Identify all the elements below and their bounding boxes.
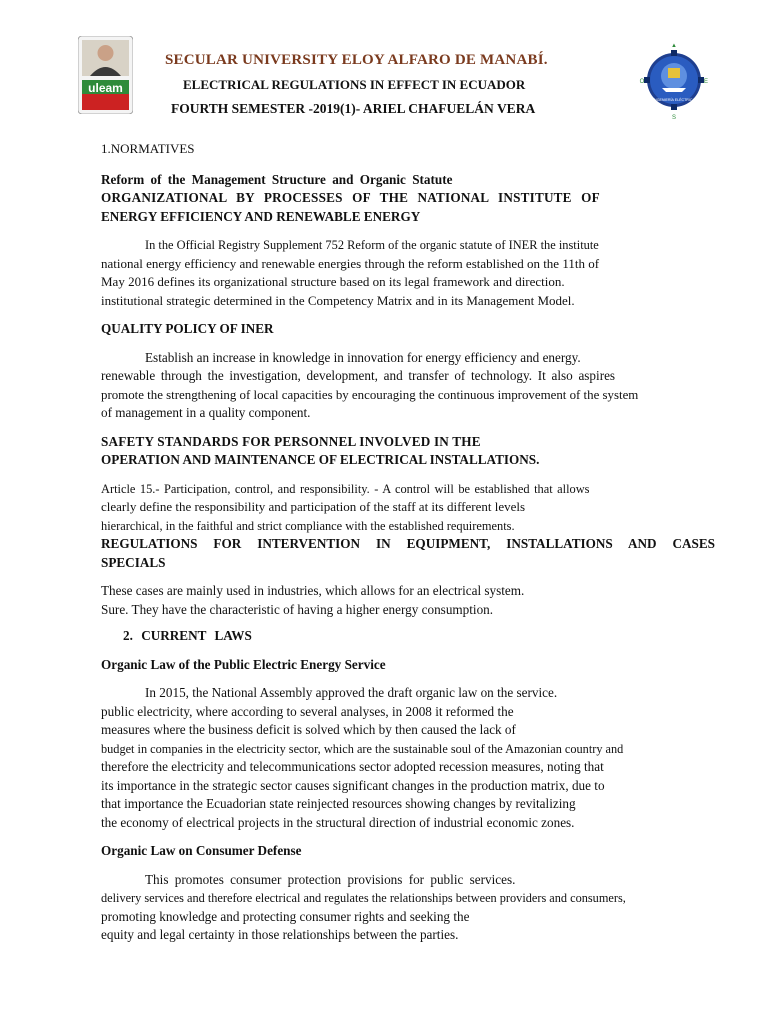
course-title: ELECTRICAL REGULATIONS IN EFFECT IN ECUADOR — [183, 77, 526, 92]
reform-title-line: ENERGY EFFICIENCY AND RENEWABLE ENERGY — [101, 208, 421, 224]
svg-text:E: E — [703, 79, 709, 85]
paragraph-line: budget in companies in the electricity sector, which are the sustainable soul of the Amazonian country and — [101, 741, 624, 756]
law2-paragraph — [101, 871, 715, 945]
faculty-logo — [638, 40, 710, 120]
reform-title — [101, 171, 715, 227]
reform-paragraph — [101, 236, 715, 310]
paragraph-line: In 2015, the National Assembly approved the draft organic law on the service. — [145, 685, 558, 700]
law1-title: Organic Law of the Public Electric Energy Service — [101, 656, 386, 672]
university-logo — [78, 36, 133, 114]
quality-policy-title: QUALITY POLICY OF INER — [101, 321, 274, 336]
paragraph-line: its importance in the strategic sector causes significant changes in the production matrix, due to — [101, 777, 605, 793]
document-header — [0, 0, 768, 130]
section-heading-normatives: 1.NORMATIVES — [101, 141, 195, 156]
paragraph-line: promote the strengthening of local capacities by encouraging the continuous improvement of the system — [101, 387, 639, 402]
paragraph-line: This promotes consumer protection provisions for public services. — [145, 871, 516, 887]
paragraph-line: equity and legal certainty in those relationships between the parties. — [101, 927, 459, 942]
paragraph-line: the economy of electrical projects in the structural direction of industrial economic zones. — [101, 814, 575, 830]
paragraph-line: hierarchical, in the faithful and strict compliance with the established requirements. — [101, 518, 515, 533]
paragraph-line: institutional strategic determined in the Competency Matrix and in its Management Model. — [101, 292, 575, 308]
safety-standards-title — [101, 433, 715, 470]
svg-text:uleam: uleam — [88, 81, 123, 95]
paragraph-line: national energy efficiency and renewable energies through the reform established on the 11th of — [101, 255, 600, 271]
safety-title-line: SAFETY STANDARDS FOR PERSONNEL INVOLVED IN THE — [101, 433, 481, 449]
paragraph-line: These cases are mainly used in industries, which allows for an electrical system. — [101, 583, 525, 598]
svg-text:O: O — [639, 79, 645, 85]
svg-text:S: S — [671, 115, 677, 120]
paragraph-line: measures where the business deficit is solved which by then caused the lack of — [101, 722, 516, 737]
paragraph-line: delivery services and therefore electrical and regulates the relationships between providers and consumers, — [101, 891, 626, 905]
paragraph-line: renewable through the investigation, development, and transfer of technology. It also aspires — [101, 368, 616, 383]
safety-title-line: OPERATION AND MAINTENANCE OF ELECTRICAL INSTALLATIONS. — [101, 452, 540, 467]
quality-paragraph — [101, 349, 715, 423]
paragraph-line: May 2016 defines its organizational structure based on its legal framework and direction. — [101, 274, 565, 289]
svg-text:INGENIERÍA ELÉCTRICA: INGENIERÍA ELÉCTRICA — [653, 98, 695, 102]
paragraph-line: Sure. They have the characteristic of having a higher energy consumption. — [101, 601, 494, 617]
paragraph-line: that importance the Ecuadorian state reinjected resources showing changes by revitalizing — [101, 796, 576, 811]
paragraph-line: promoting knowledge and protecting consumer rights and seeking the — [101, 908, 470, 924]
paragraph-line: clearly define the responsibility and participation of the staff at its different levels — [101, 499, 526, 514]
paragraph-line: public electricity, where according to several analyses, in 2008 it reformed the — [101, 703, 514, 719]
law2-title: Organic Law on Consumer Defense — [101, 843, 302, 858]
paragraph-line: Establish an increase in knowledge in innovation for energy efficiency and energy. — [145, 349, 581, 365]
university-name: SECULAR UNIVERSITY ELOY ALFARO DE MANABÍ. — [165, 52, 548, 68]
paragraph-line: In the Official Registry Supplement 752 Reform of the organic statute of INER the institute — [145, 238, 599, 252]
svg-text:▲: ▲ — [671, 43, 677, 49]
safety-paragraph — [101, 480, 715, 536]
section-heading-current-laws: 2. CURRENT LAWS — [123, 628, 252, 643]
paragraph-line: of management in a quality component. — [101, 405, 311, 420]
regulations-title: REGULATIONS FOR INTERVENTION IN EQUIPMENT, INSTALLATIONS AND CASES SPECIALS — [101, 536, 715, 570]
paragraph-line: Article 15.- Participation, control, and responsibility. - A control will be established that allows — [101, 481, 590, 496]
paragraph-line: therefore the electricity and telecommunications sector adopted recession measures, noting that — [101, 759, 604, 774]
reform-title-line: ORGANIZATIONAL BY PROCESSES OF THE NATIONAL INSTITUTE OF — [101, 190, 600, 205]
law1-paragraph — [101, 684, 715, 832]
regulations-paragraph — [101, 582, 715, 619]
reform-title-line: Reform of the Management Structure and Organic Statute — [101, 171, 453, 187]
document-body — [101, 140, 715, 945]
semester-author: FOURTH SEMESTER -2019(1)- ARIEL CHAFUELÁN VERA — [171, 101, 536, 116]
